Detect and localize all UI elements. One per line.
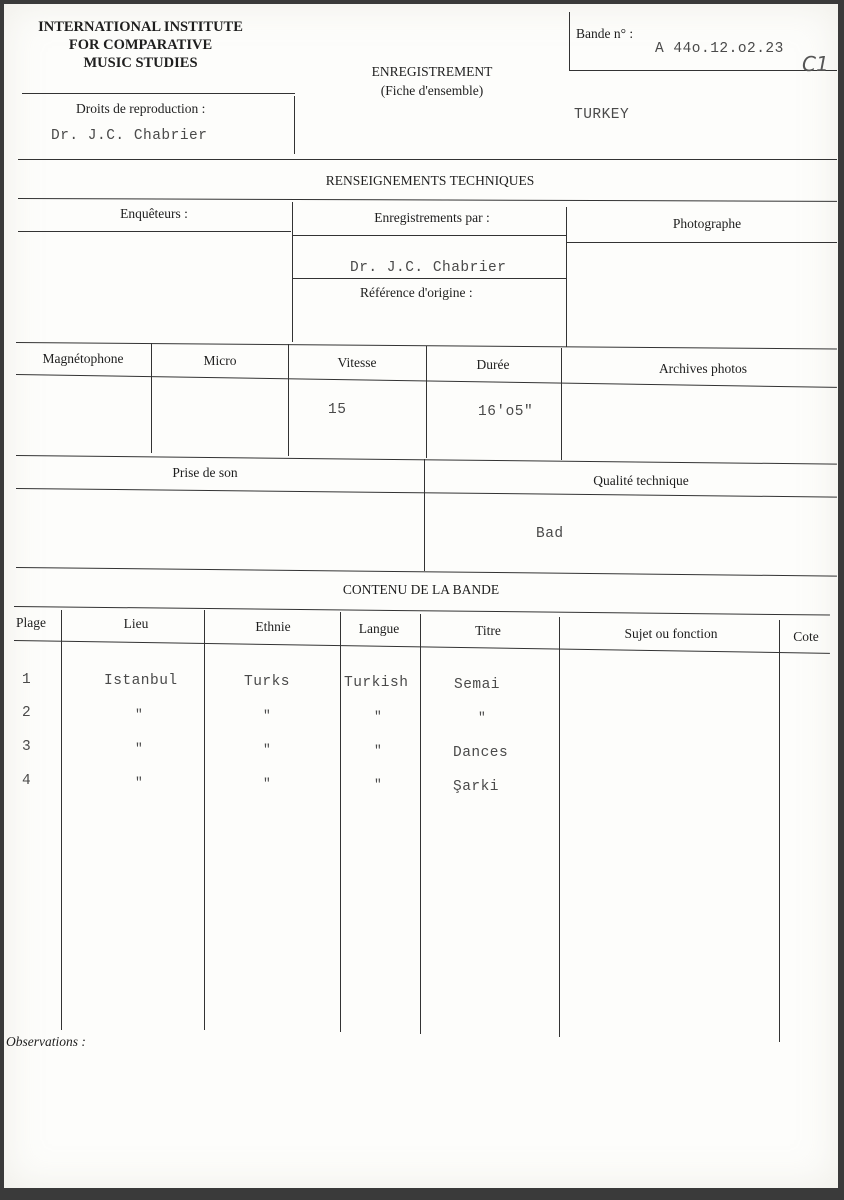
recording-form	[4, 4, 838, 1188]
row-lieu: "	[135, 741, 144, 756]
institute-line-1: INTERNATIONAL INSTITUTE	[38, 19, 243, 35]
magnetophone-label: Magnétophone	[42, 351, 124, 366]
enregistrements-label: Enregistrements par :	[374, 210, 490, 225]
row-ethnie: "	[263, 776, 272, 791]
vitesse-value: 15	[328, 402, 347, 418]
bande-handwritten-mark: C1	[802, 52, 829, 76]
row-lieu: "	[135, 707, 144, 722]
row-titre: Dances	[453, 745, 509, 761]
droits-value: Dr. J.C. Chabrier	[51, 128, 208, 144]
row-titre: Şarki	[453, 779, 500, 795]
row-ethnie: "	[263, 708, 272, 723]
row-titre: "	[478, 710, 487, 725]
row-langue: "	[374, 777, 383, 792]
contents-title: CONTENU DE LA BANDE	[342, 582, 500, 597]
institute-line-3: MUSIC STUDIES	[83, 55, 198, 71]
row-lieu: "	[135, 775, 144, 790]
observations-label: Observations :	[6, 1034, 86, 1049]
reference-label: Référence d'origine :	[360, 285, 473, 300]
row-plage: 4	[22, 773, 32, 789]
bande-number: A 44o.12.o2.23	[655, 41, 784, 57]
row-plage: 1	[22, 672, 32, 688]
col-langue: Langue	[358, 621, 400, 636]
enregistrement-title: ENREGISTREMENT	[371, 64, 493, 79]
col-titre: Titre	[475, 623, 501, 638]
qualite-value: Bad	[536, 526, 564, 542]
droits-label: Droits de reproduction :	[76, 101, 206, 116]
row-plage: 2	[22, 705, 32, 721]
micro-label: Micro	[203, 353, 237, 368]
col-plage: Plage	[16, 615, 46, 630]
row-lieu: Istanbul	[104, 673, 178, 689]
row-langue: "	[374, 709, 383, 724]
col-lieu: Lieu	[123, 616, 149, 631]
country: TURKEY	[574, 107, 630, 123]
fiche-subtitle: (Fiche d'ensemble)	[380, 83, 484, 98]
duree-value: 16'o5"	[478, 404, 534, 420]
col-sujet: Sujet ou fonction	[624, 626, 718, 641]
institute-name	[18, 18, 263, 72]
enqueteurs-label: Enquêteurs :	[120, 206, 188, 221]
prise-label: Prise de son	[172, 465, 238, 480]
bande-label: Bande n° :	[576, 26, 634, 41]
row-plage: 3	[22, 739, 32, 755]
institute-line-2: FOR COMPARATIVE	[68, 37, 213, 53]
enregistrements-value: Dr. J.C. Chabrier	[350, 260, 507, 276]
technical-title: RENSEIGNEMENTS TECHNIQUES	[325, 173, 535, 188]
row-langue: Turkish	[344, 675, 409, 691]
col-cote: Cote	[793, 629, 819, 644]
row-langue: "	[374, 743, 383, 758]
photographe-label: Photographe	[672, 216, 742, 231]
row-ethnie: Turks	[244, 674, 291, 690]
duree-label: Durée	[476, 357, 510, 372]
row-titre: Semai	[454, 677, 501, 693]
archives-label: Archives photos	[658, 361, 748, 376]
row-ethnie: "	[263, 742, 272, 757]
col-ethnie: Ethnie	[255, 619, 291, 634]
vitesse-label: Vitesse	[337, 355, 377, 370]
qualite-label: Qualité technique	[593, 473, 689, 488]
